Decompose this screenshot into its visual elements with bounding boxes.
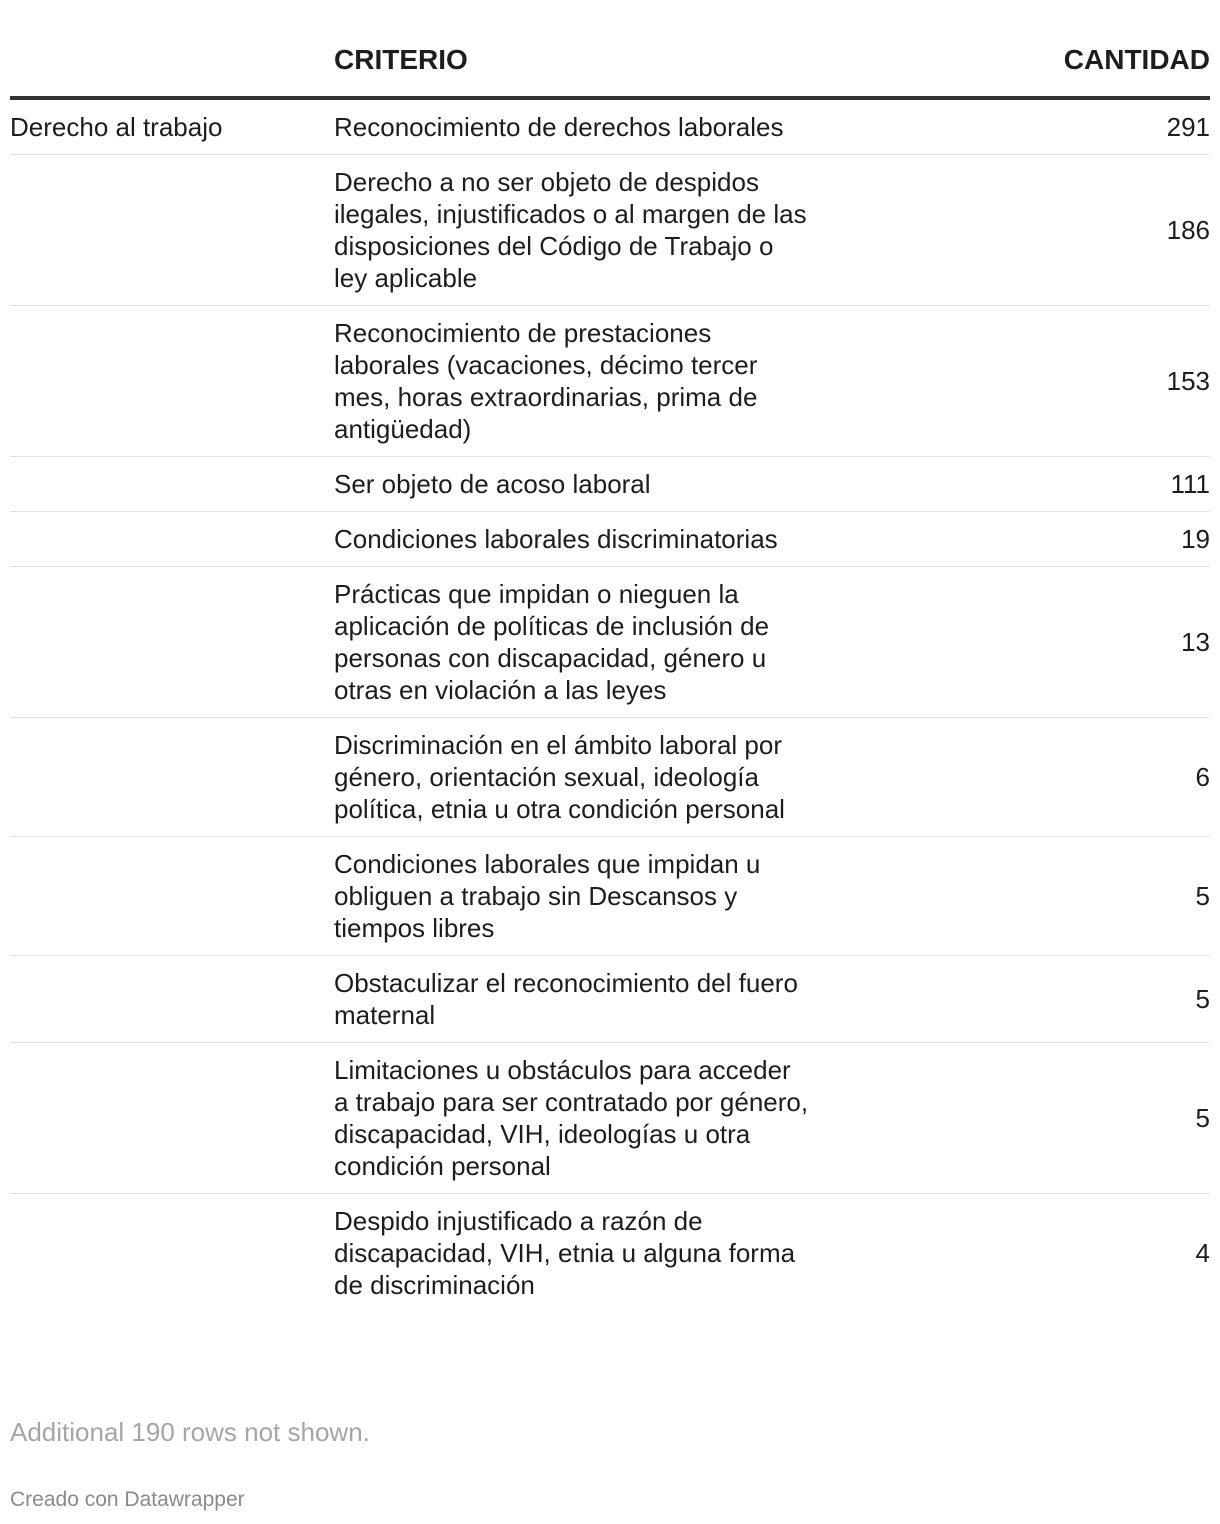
data-table — [10, 0, 1210, 1312]
table-body — [10, 98, 1210, 1312]
table-row — [10, 1043, 1210, 1194]
cell-criterio: Discriminación en el ámbito laboral por género, orientación sexual, ideología política, etnia u otra condición personal — [334, 718, 810, 837]
cell-cantidad: 5 — [810, 956, 1210, 1043]
cell-group: Derecho al trabajo — [10, 98, 334, 155]
cell-cantidad: 5 — [810, 837, 1210, 956]
table-row — [10, 1194, 1210, 1313]
credit-line: Creado con Datawrapper — [10, 1488, 245, 1511]
cell-cantidad: 186 — [810, 155, 1210, 306]
header-row — [10, 0, 1210, 98]
cell-cantidad: 291 — [810, 98, 1210, 155]
cell-criterio: Despido injustificado a razón de discapacidad, VIH, etnia u alguna forma de discriminación — [334, 1206, 796, 1300]
cell-cantidad: 13 — [810, 567, 1210, 718]
cell-criterio: Limitaciones u obstáculos para acceder a trabajo para ser contratado por género, discapacidad, VIH, ideologías u otra condición personal — [334, 1043, 810, 1194]
cell-group — [10, 1043, 334, 1194]
cell-group — [10, 1194, 334, 1313]
table-row — [10, 718, 1210, 837]
cell-group — [10, 956, 334, 1043]
cell-cantidad: 4 — [1195, 1238, 1210, 1268]
cell-criterio: Prácticas que impidan o nieguen la aplicación de políticas de inclusión de personas con discapacidad, género u otras en violación a las leyes — [334, 567, 810, 718]
rows-not-shown-note: Additional 190 rows not shown. — [10, 1417, 370, 1447]
cell-criterio: Obstaculizar el reconocimiento del fuero maternal — [334, 956, 810, 1043]
table-row — [10, 155, 1210, 306]
cell-cantidad: 19 — [810, 512, 1210, 567]
table-row — [10, 837, 1210, 956]
table-row — [10, 956, 1210, 1043]
column-header-cantidad[interactable]: CANTIDAD — [810, 0, 1210, 98]
cell-group — [10, 155, 334, 306]
cell-group — [10, 457, 334, 512]
cell-criterio: Reconocimiento de derechos laborales — [334, 98, 810, 155]
column-header-criterio[interactable]: CRITERIO — [334, 0, 810, 98]
cell-criterio: Condiciones laborales que impidan u obliguen a trabajo sin Descansos y tiempos libres — [334, 837, 810, 956]
table-row — [10, 306, 1210, 457]
cell-group — [10, 306, 334, 457]
cell-cantidad: 153 — [810, 306, 1210, 457]
column-header-group[interactable] — [10, 0, 334, 98]
cell-cantidad: 111 — [810, 457, 1210, 512]
cell-group — [10, 567, 334, 718]
table-row — [10, 457, 1210, 512]
table-row — [10, 98, 1210, 155]
cell-criterio: Ser objeto de acoso laboral — [334, 457, 810, 512]
cell-criterio: Condiciones laborales discriminatorias — [334, 512, 810, 567]
cell-group — [10, 718, 334, 837]
cell-cantidad: 5 — [810, 1043, 1210, 1194]
cell-criterio: Derecho a no ser objeto de despidos ilegales, injustificados o al margen de las disposiciones del Código de Trabajo o ley aplicable — [334, 155, 810, 306]
table-row — [10, 512, 1210, 567]
cell-criterio: Reconocimiento de prestaciones laborales (vacaciones, décimo tercer mes, horas extraordinarias, prima de antigüedad) — [334, 306, 810, 457]
cell-group — [10, 512, 334, 567]
cell-cantidad: 6 — [810, 718, 1210, 837]
table-container — [10, 0, 1210, 1312]
cell-group — [10, 837, 334, 956]
table-row — [10, 567, 1210, 718]
